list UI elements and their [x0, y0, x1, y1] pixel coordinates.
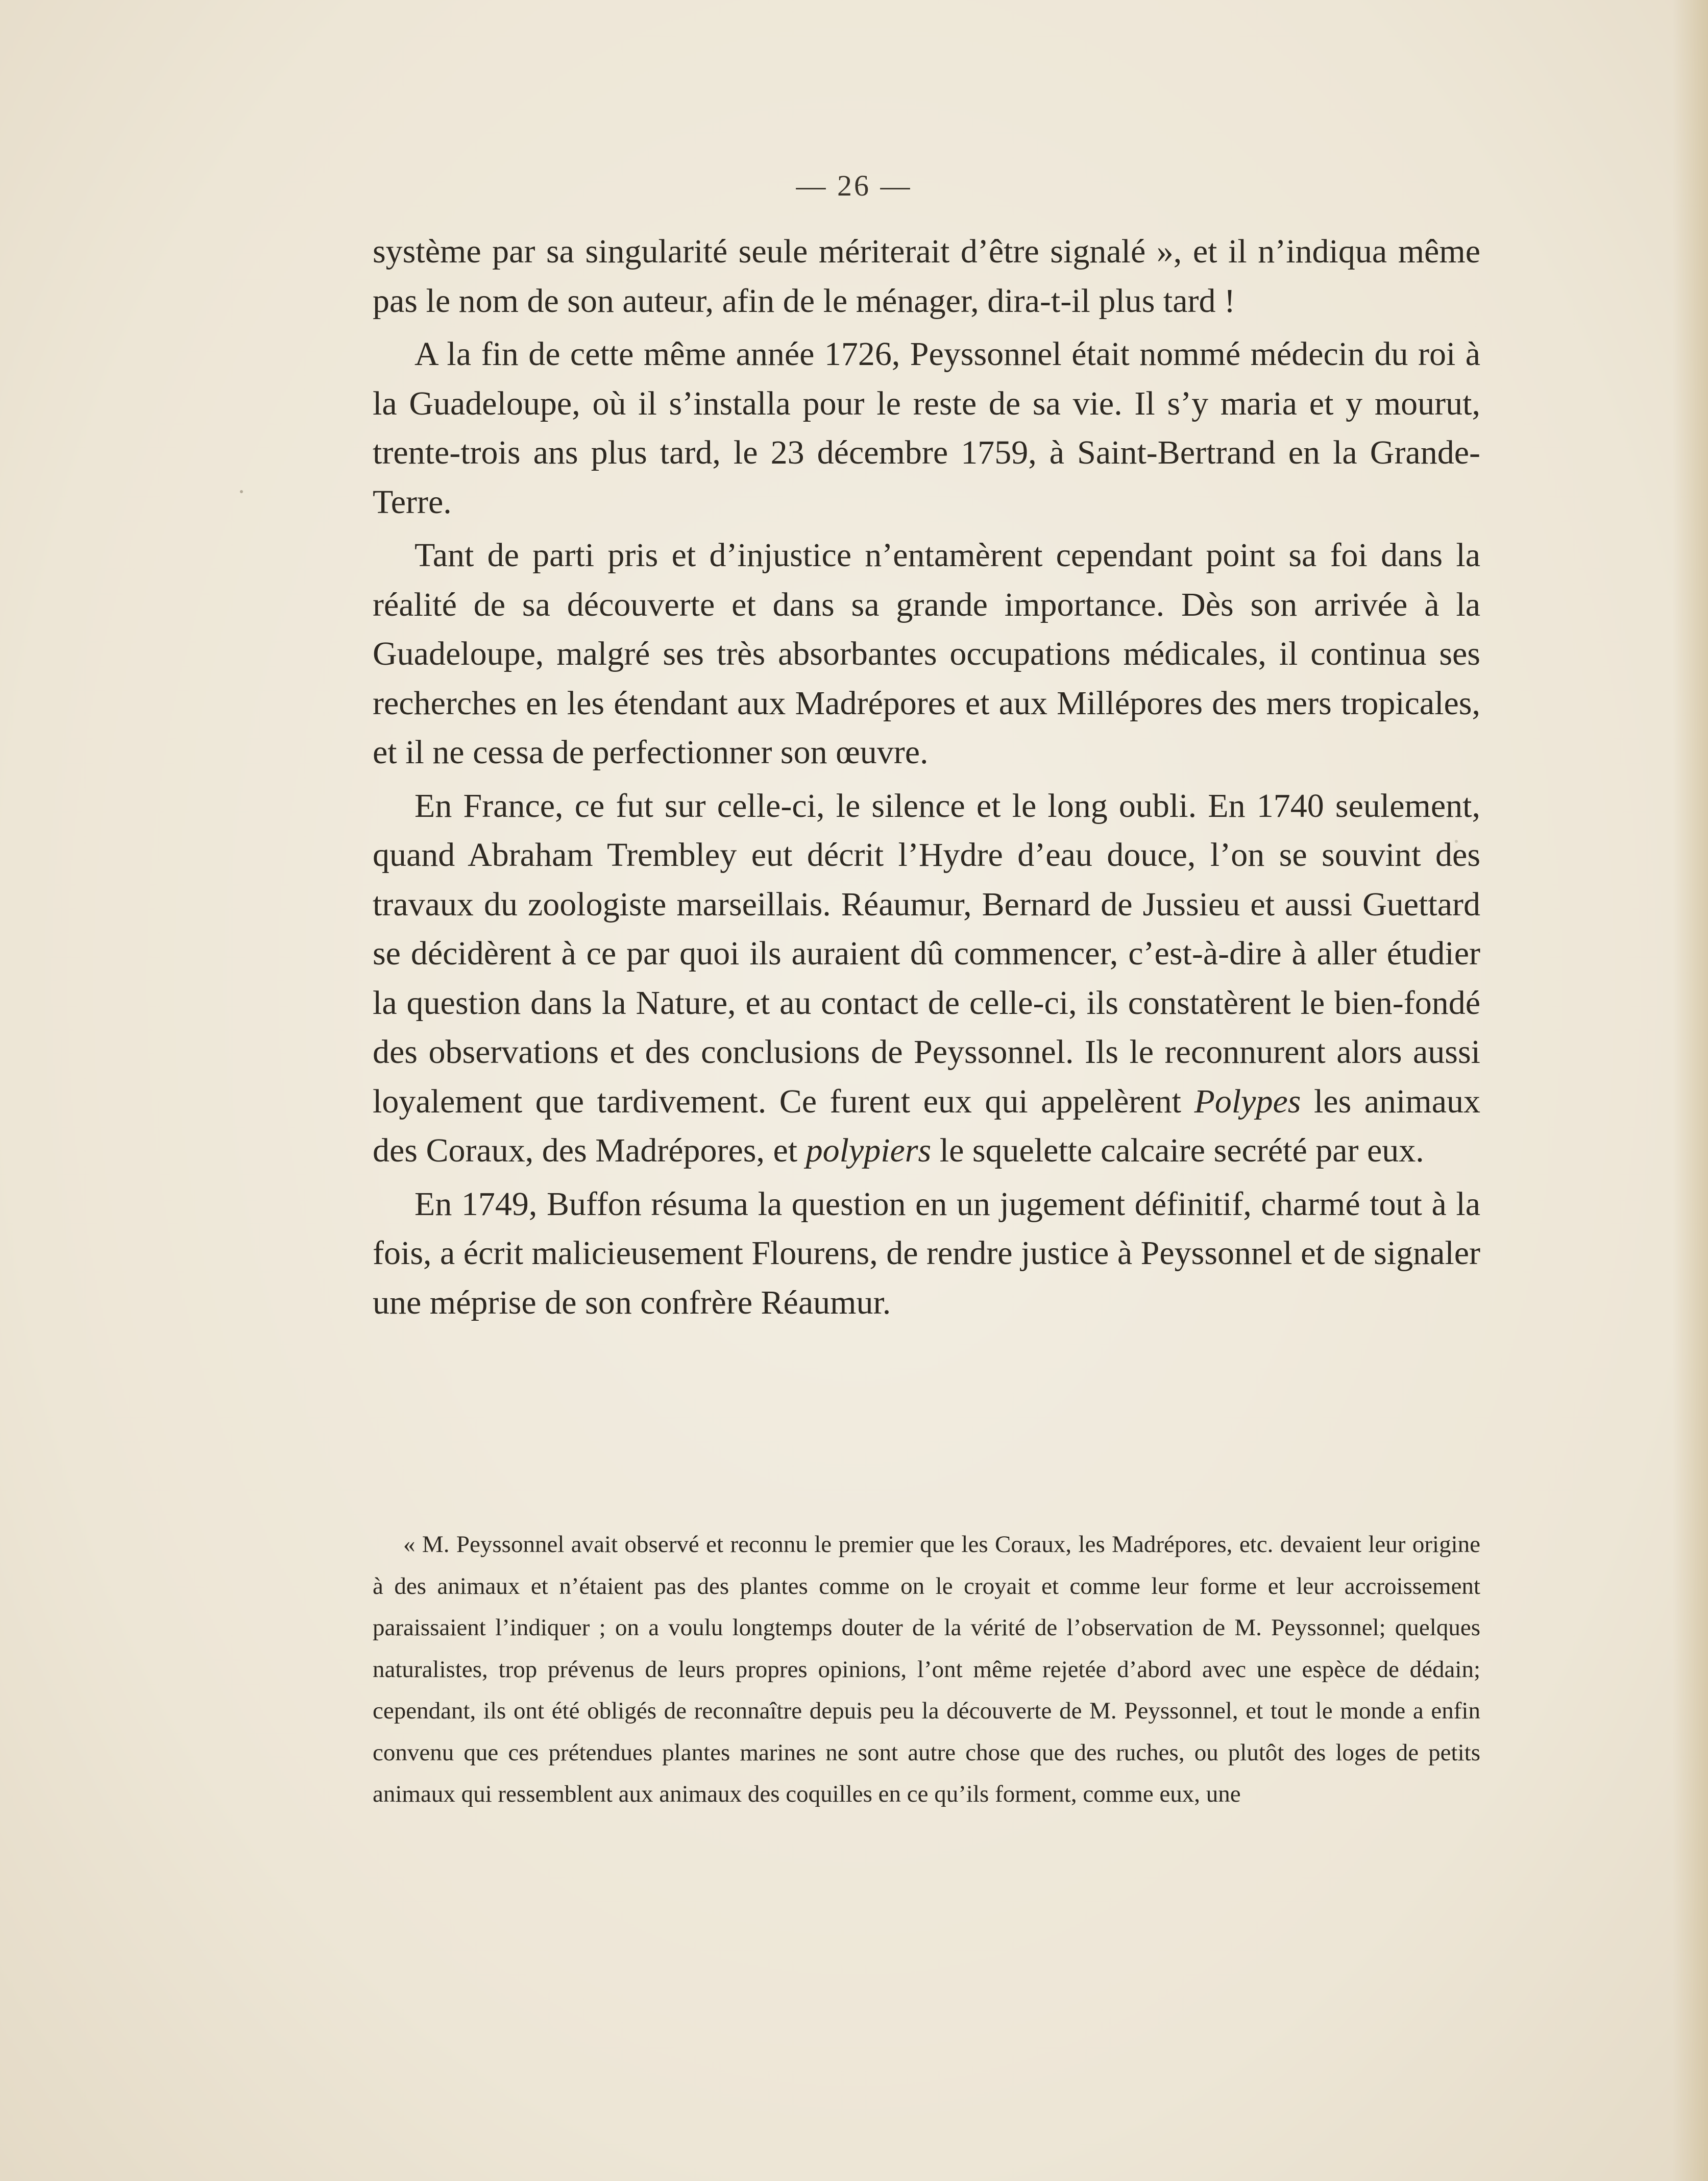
polypes-end: le squelette calcaire secrété par eux. [931, 1132, 1424, 1169]
page-edge-shadow [1672, 0, 1708, 2181]
paragraph-buffon: En 1749, Buffon résuma la question en un jugement définitif, charmé tout à la fois, a écrit malicieusement Flourens, de rendre justice à Peyssonnel et de signaler une méprise de son confrère Réaumur. [373, 1185, 1480, 1321]
paper-speck [240, 490, 243, 493]
term-polypiers: polypiers [806, 1132, 932, 1169]
main-text [373, 227, 1480, 1331]
paragraph-continuation: système par sa singularité seule mériterait d’être signalé », et il n’indiqua même pas le nom de son auteur, afin de le ménager, dira-t-il plus tard ! [373, 233, 1480, 320]
term-polypes: Polypes [1194, 1082, 1301, 1120]
paragraph-research: Tant de parti pris et d’injustice n’entamèrent cependant point sa foi dans la réalité de sa découverte et dans sa grande importance. Dès son arrivée à la Guadeloupe, malgré ses très absorbantes occupations médicales, il continua ses recherches en les étendant aux Madrépores et aux Millépores des mers tropicales, et il ne cessa de perfectionner son œuvre. [373, 537, 1480, 771]
paragraph-appointment: A la fin de cette même année 1726, Peyssonnel était nommé médecin du roi à la Guadeloupe, où il s’installa pour le reste de sa vie. Il s’y maria et y mourut, trente-trois ans plus tard, le 23 décembre 1759, à Saint-Bertrand en la Grande-Terre. [373, 335, 1480, 521]
paragraph-recognition [373, 782, 1480, 1176]
page-number: — 26 — [796, 169, 912, 202]
footnote-quote: « M. Peyssonnel avait observé et reconnu le premier que les Coraux, les Madrépores, etc. devaient leur origine à des animaux et n’étaient pas des plantes comme on le croyait et comme leur forme et leur accroissement paraissaient l’indiquer ; on a voulu longtemps douter de la vérité de l’observation de M. Peyssonnel; quelques naturalistes, trop prévenus de leurs propres opinions, l’ont même rejetée d’abord avec une espèce de dédain; cependant, ils ont été obligés de reconnaître depuis peu la découverte de M. Peyssonnel, et tout le monde a enfin convenu que ces prétendues plantes marines ne sont autre chose que des ruches, ou plutôt des loges de petits animaux qui ressemblent aux animaux des coquilles en ce qu’ils forment, comme eux, une [373, 1531, 1480, 1807]
recognition-text: En France, ce fut sur celle-ci, le silence et le long oubli. En 1740 seulement, quand Abraham Trembley eut décrit l’Hydre d’eau douce, l’on se souvint des travaux du zoologiste marseillais. Réaumur, Bernard de Jussieu et aussi Guettard se décidèrent à ce par quoi ils auraient dû commencer, c’est-à-dire à aller étudier la question dans la Nature, et au contact de celle-ci, ils constatèrent le bien-fondé des observations et des conclusions de Peyssonnel. Ils le reconnurent alors aussi loyalement que tardivement. Ce furent eux qui appelèrent [373, 787, 1480, 1120]
polypes-middle: les animaux des Coraux, des Madrépores, et [373, 1082, 1481, 1169]
